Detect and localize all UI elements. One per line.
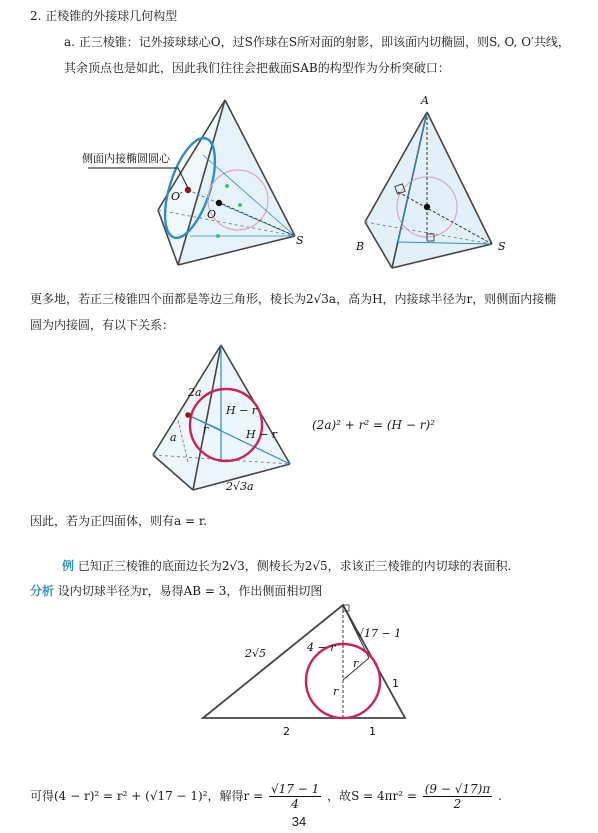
figure4-triangle <box>203 605 405 738</box>
figure2-label-B: B <box>356 240 365 253</box>
figure3-tetrahedron <box>153 345 290 493</box>
final-middle: ，故S = 4πr² = <box>327 789 417 803</box>
analysis-text: 设内切球半径为r，易得AB = 3，作出侧面相切图 <box>57 584 323 598</box>
paragraph2-line1: 更多地，若正三棱锥四个面都是等边三角形，棱长为2√3a，高为H，内接球半径为r，则侧面内接椭 <box>30 292 557 306</box>
figure4-label-sqrt17-minus-1: √17 − 1 <box>357 627 402 640</box>
final-frac2-den: 2 <box>453 797 462 811</box>
figure1-label-O: O <box>207 208 217 221</box>
figure4-label-2: 2 <box>283 725 290 738</box>
figure4-label-1-bottom: 1 <box>369 725 376 738</box>
item-a-line2: 其余顶点也是如此，因此我们往往会把截面SAB的构型作为分析突破口： <box>64 61 450 75</box>
figure3-label-bottom: 2√3a <box>226 480 254 493</box>
item-a-prefix: a. 正三棱锥： <box>64 35 139 49</box>
figure1-tetrahedron <box>82 100 304 265</box>
figure3-label-r: r <box>203 423 209 436</box>
figure1-center-O <box>216 200 222 206</box>
figure3-label-H-minus-r-2: H − r <box>246 428 278 441</box>
figure1-label-O-prime: O′ <box>171 190 183 203</box>
conclusion: 因此，若为正四面体，则有a = r. <box>30 514 208 528</box>
figure4-label-2sqrt5: 2√5 <box>245 647 267 660</box>
final-suffix: . <box>498 789 502 803</box>
item-a-text: 记外接球球心O，过S作球在S所对面的射影，即该面内切椭圆，则S, O, O′共线， <box>138 35 570 49</box>
analysis-tag: 分析 <box>30 584 55 598</box>
final-frac2-num: (9 − √17)π <box>424 782 491 796</box>
figure3-label-H-minus-r-1: H − r <box>226 404 258 417</box>
analysis-line <box>30 583 322 599</box>
final-equation <box>30 780 502 812</box>
figure2-label-S: S <box>498 240 506 253</box>
final-fraction-r <box>269 782 321 811</box>
paragraph2-line2: 圆为内接圆，有以下关系： <box>30 318 175 332</box>
section-heading: 2. 正棱锥的外接球几何构型 <box>30 9 178 23</box>
final-frac1-num: √17 − 1 <box>271 782 320 796</box>
example-text: 已知正三棱锥的底面边长为2√3，侧棱长为2√5，求该正三棱锥的内切球的表面积. <box>77 559 512 573</box>
example-line <box>62 558 512 574</box>
figure1-callout: 侧面内接椭圆圆心 <box>82 152 170 165</box>
figure3-label-2a: 2a <box>188 386 202 399</box>
final-prefix: 可得(4 − r)² = r² + (√17 − 1)²，解得r = <box>30 789 264 803</box>
final-fraction-s <box>423 782 492 811</box>
example-tag: 例 <box>62 559 75 573</box>
figure3-label-a: a <box>170 431 177 444</box>
figure2-section <box>355 94 506 268</box>
figure1-label-S: S <box>296 234 304 247</box>
figure4-label-r-top: r <box>353 657 359 670</box>
figure4-label-r-mid: r <box>333 685 339 698</box>
figure4-label-1-right: 1 <box>392 677 399 690</box>
figure3-equation: (2a)² + r² = (H − r)² <box>312 418 435 432</box>
figure2-label-A: A <box>421 94 429 107</box>
page-number: 34 <box>291 814 307 829</box>
figure4-label-4-minus-r: 4 − r <box>307 641 336 654</box>
final-frac1-den: 4 <box>291 797 299 811</box>
